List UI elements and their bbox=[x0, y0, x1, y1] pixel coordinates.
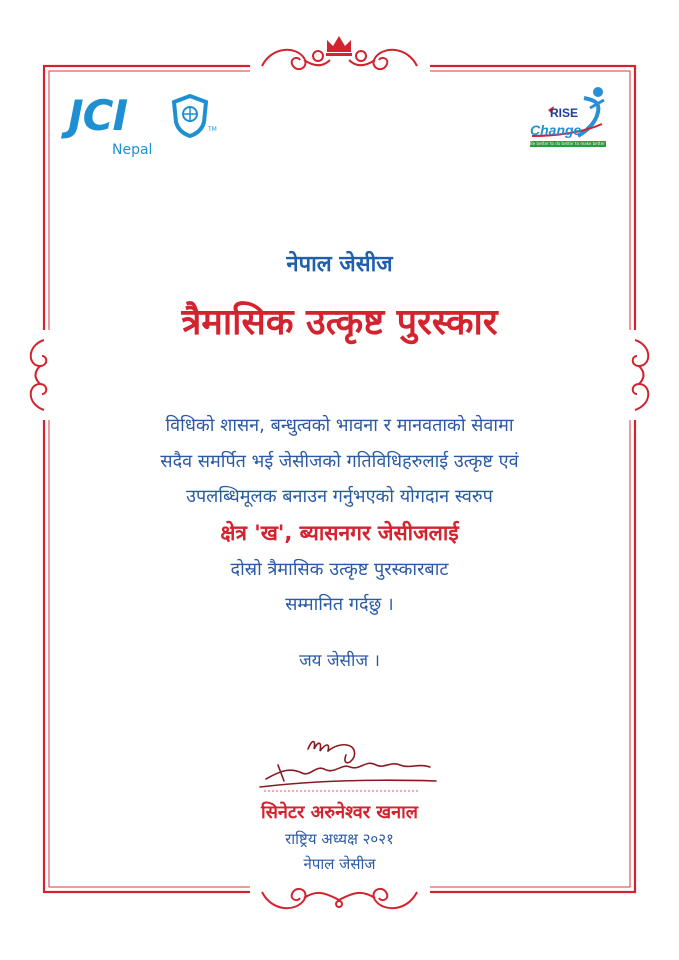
trademark-mark: TM bbox=[208, 126, 217, 133]
shield-emblem-icon bbox=[172, 94, 208, 138]
award-title: त्रैमासिक उत्कृष्ट पुरस्कार bbox=[181, 302, 498, 343]
jci-wordmark: JCI bbox=[68, 91, 128, 140]
signatory-name: सिनेटर अरुनेश्वर खनाल bbox=[261, 802, 418, 823]
body-line: उपलब्धिमूलक बनाउन गर्नुभएको योगदान स्वरुप bbox=[186, 486, 493, 507]
change-word: Change bbox=[530, 122, 582, 138]
closing-line: दोस्रो त्रैमासिक उत्कृष्ट पुरस्कारबाट bbox=[230, 559, 449, 580]
handwritten-signature bbox=[250, 735, 440, 795]
jci-nepal-logo bbox=[68, 92, 228, 162]
rise-word: RISE bbox=[550, 106, 579, 120]
signatory-role: राष्ट्रिय अध्यक्ष २०२१ bbox=[285, 830, 394, 848]
signatory-organization: नेपाल जेसीज bbox=[303, 855, 376, 873]
closing-line: सम्मानित गर्दछु । bbox=[285, 594, 394, 615]
organization-heading: नेपाल जेसीज bbox=[286, 252, 393, 277]
crown-icon bbox=[326, 36, 352, 56]
rise-tagline: Be better to do better to make better bbox=[530, 141, 605, 146]
rise-change-logo bbox=[528, 86, 612, 154]
body-line: विधिको शासन, बन्धुत्वको भावना र मानवताको सेवामा bbox=[165, 415, 514, 436]
salutation: जय जेसीज । bbox=[299, 651, 380, 671]
jci-subtitle: Nepal bbox=[112, 142, 153, 158]
body-line: सदैव समर्पित भई जेसीजको गतिविधिहरुलाई उत्कृष्ट एवं bbox=[160, 451, 519, 472]
recipient-name: क्षेत्र 'ख', ब्यासनगर जेसीजलाई bbox=[220, 521, 459, 545]
